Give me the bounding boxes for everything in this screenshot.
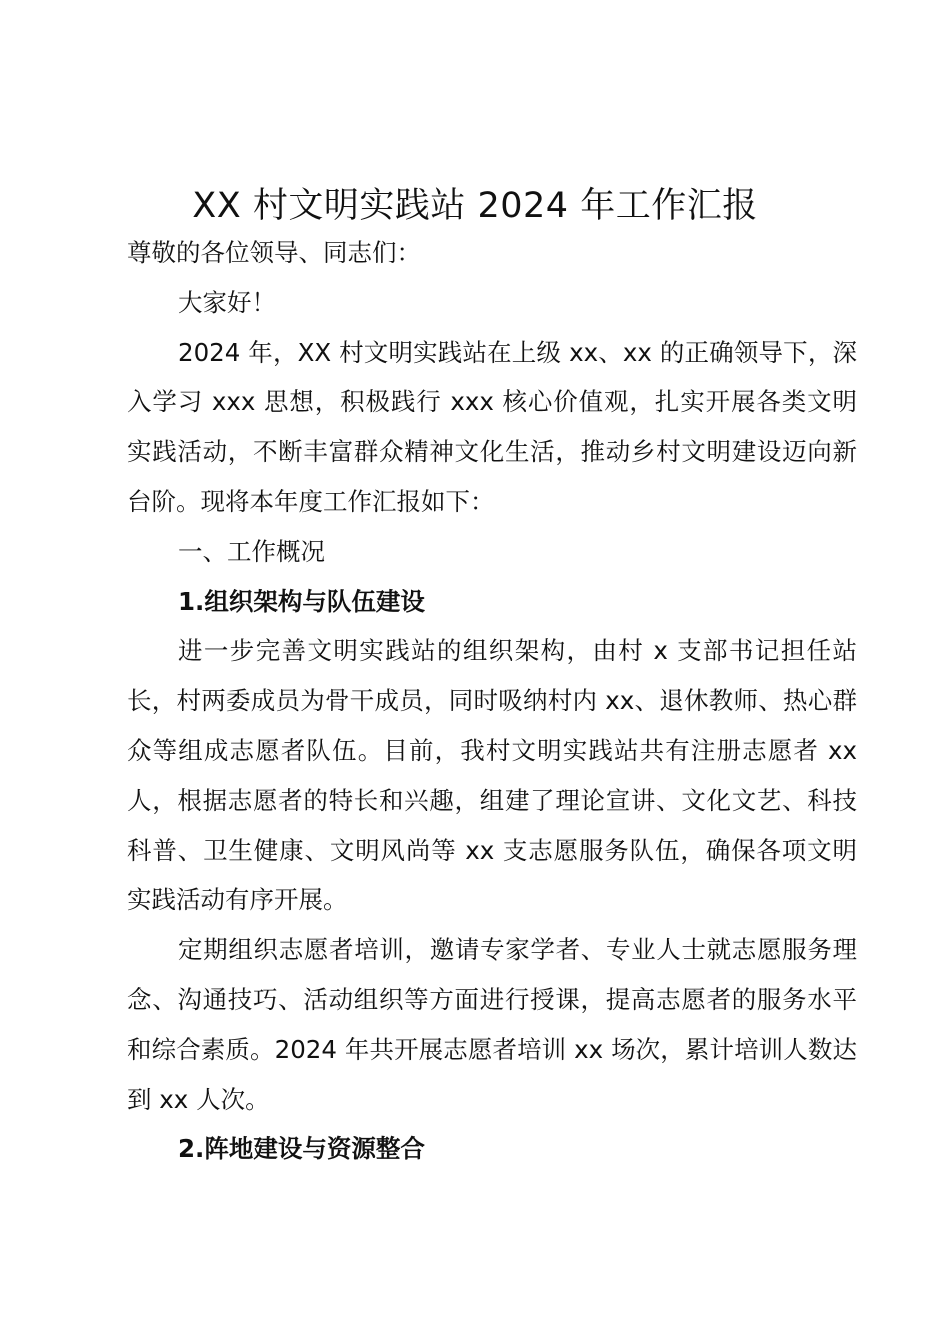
document-title: XX 村文明实践站 2024 年工作汇报 xyxy=(192,186,758,226)
subsection-heading-organization: 1.组织架构与队伍建设 xyxy=(178,586,425,616)
intro-paragraph: 2024 年，XX 村文明实践站在上级 xx、xx 的正确领导下，深入学习 xxx 思想，积极践行 xxx 核心价值观，扎实开展各类文明实践活动，不断丰富群众精神文化生活，推动乡村文明建设迈向新台阶。现将本年度工作汇报如下： xyxy=(127,337,857,516)
training-paragraph: 定期组织志愿者培训，邀请专家学者、专业人士就志愿服务理念、沟通技巧、活动组织等方面进行授课，提高志愿者的服务水平和综合素质。2024 年共开展志愿者培训 xx 场次，累计培训人数达到 xx 人次。 xyxy=(127,935,857,1114)
organization-paragraph: 进一步完善文明实践站的组织架构，由村 x 支部书记担任站长，村两委成员为骨干成员，同时吸纳村内 xx、退休教师、热心群众等组成志愿者队伍。目前，我村文明实践站共有注册志愿者 xx 人，根据志愿者的特长和兴趣，组建了理论宣讲、文化文艺、科技科普、卫生健康、文明风尚等 xx 支志愿服务队伍，确保各项文明实践活动有序开展。 xyxy=(127,636,857,915)
document-body xyxy=(127,228,857,1174)
greeting: 大家好！ xyxy=(178,287,276,317)
subsection-heading-base-construction: 2.阵地建设与资源整合 xyxy=(178,1134,425,1164)
section-heading-overview: 一、工作概况 xyxy=(178,536,325,566)
salutation: 尊敬的各位领导、同志们： xyxy=(127,238,421,267)
